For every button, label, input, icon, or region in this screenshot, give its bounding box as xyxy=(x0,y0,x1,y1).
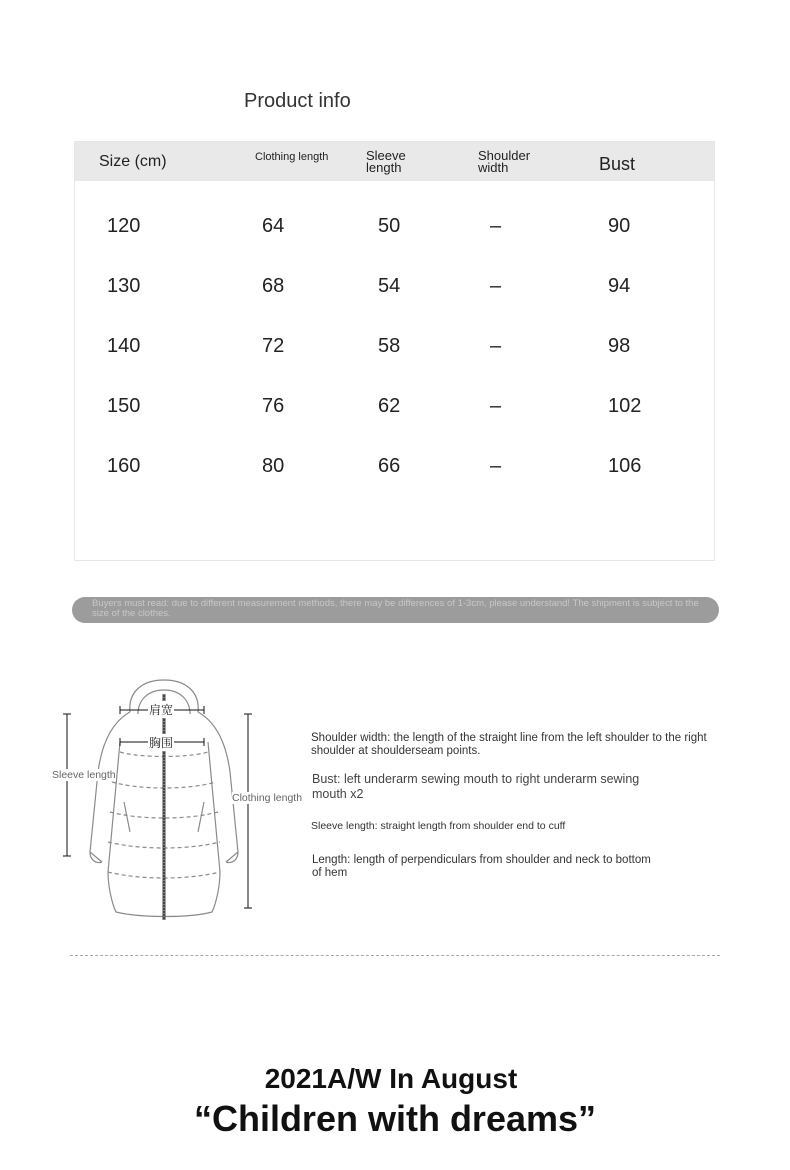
cell-size: 160 xyxy=(107,455,141,477)
cell-bust: 98 xyxy=(608,335,631,357)
cell-shoulder-width: – xyxy=(490,335,502,357)
cell-sleeve-length: 54 xyxy=(378,275,401,297)
header-shoulder-width: Shoulder width xyxy=(478,148,531,175)
cell-clothing-length: 72 xyxy=(262,335,285,357)
length-description: Length: length of perpendiculars from shoulder and neck to bottom of hem xyxy=(312,854,651,879)
header-sleeve-length: Sleeve length xyxy=(366,148,406,175)
cell-clothing-length: 76 xyxy=(262,395,285,417)
cell-size: 120 xyxy=(107,215,141,237)
cell-sleeve-length: 66 xyxy=(378,455,401,477)
cell-clothing-length: 68 xyxy=(262,275,285,297)
cell-clothing-length: 64 xyxy=(262,215,285,237)
cell-shoulder-width: – xyxy=(490,455,502,477)
table-row xyxy=(75,215,714,245)
cell-bust: 106 xyxy=(608,455,642,477)
cell-shoulder-width: – xyxy=(490,395,502,417)
cell-bust: 94 xyxy=(608,275,631,297)
cell-bust: 90 xyxy=(608,215,631,237)
cell-size: 150 xyxy=(107,395,141,417)
cell-size: 130 xyxy=(107,275,141,297)
header-size: Size (cm) xyxy=(99,153,167,170)
header-bust: Bust xyxy=(599,154,636,174)
shoulder-width-description: Shoulder width: the length of the straight line from the left shoulder to the right shoulder at shoulderseam points. xyxy=(311,732,707,757)
garment-diagram xyxy=(50,672,310,927)
table-row xyxy=(75,335,714,365)
cell-sleeve-length: 58 xyxy=(378,335,401,357)
bust-description: Bust: left underarm sewing mouth to right underarm sewing mouth x2 xyxy=(312,772,640,801)
slogan-heading: “Children with dreams” xyxy=(193,1098,597,1139)
table-row xyxy=(75,395,714,425)
season-heading: 2021A/W In August xyxy=(264,1063,518,1094)
page-title: Product info xyxy=(244,90,351,112)
table-row xyxy=(75,455,714,485)
dashed-divider xyxy=(70,955,720,956)
table-header xyxy=(75,142,714,181)
cell-shoulder-width: – xyxy=(490,215,502,237)
sleeve-length-description: Sleeve length: straight length from shoulder end to cuff xyxy=(311,820,566,832)
header-clothing-length: Clothing length xyxy=(255,151,329,163)
cell-sleeve-length: 50 xyxy=(378,215,401,237)
clothing-length-label: Clothing length xyxy=(232,792,303,804)
measurement-notice: Buyers must read: due to different measurement methods, there may be differences of 1-3cm, please understand! The shipment is subject to the size of the clothes. xyxy=(72,597,719,623)
chest-label: 胸围 xyxy=(149,736,174,750)
cell-clothing-length: 80 xyxy=(262,455,285,477)
size-table xyxy=(74,141,715,561)
cell-sleeve-length: 62 xyxy=(378,395,401,417)
cell-bust: 102 xyxy=(608,395,642,417)
cell-shoulder-width: – xyxy=(490,275,502,297)
sleeve-length-label: Sleeve length xyxy=(52,769,116,781)
cell-size: 140 xyxy=(107,335,141,357)
shoulder-width-label: 肩宽 xyxy=(149,703,174,717)
table-row xyxy=(75,275,714,305)
